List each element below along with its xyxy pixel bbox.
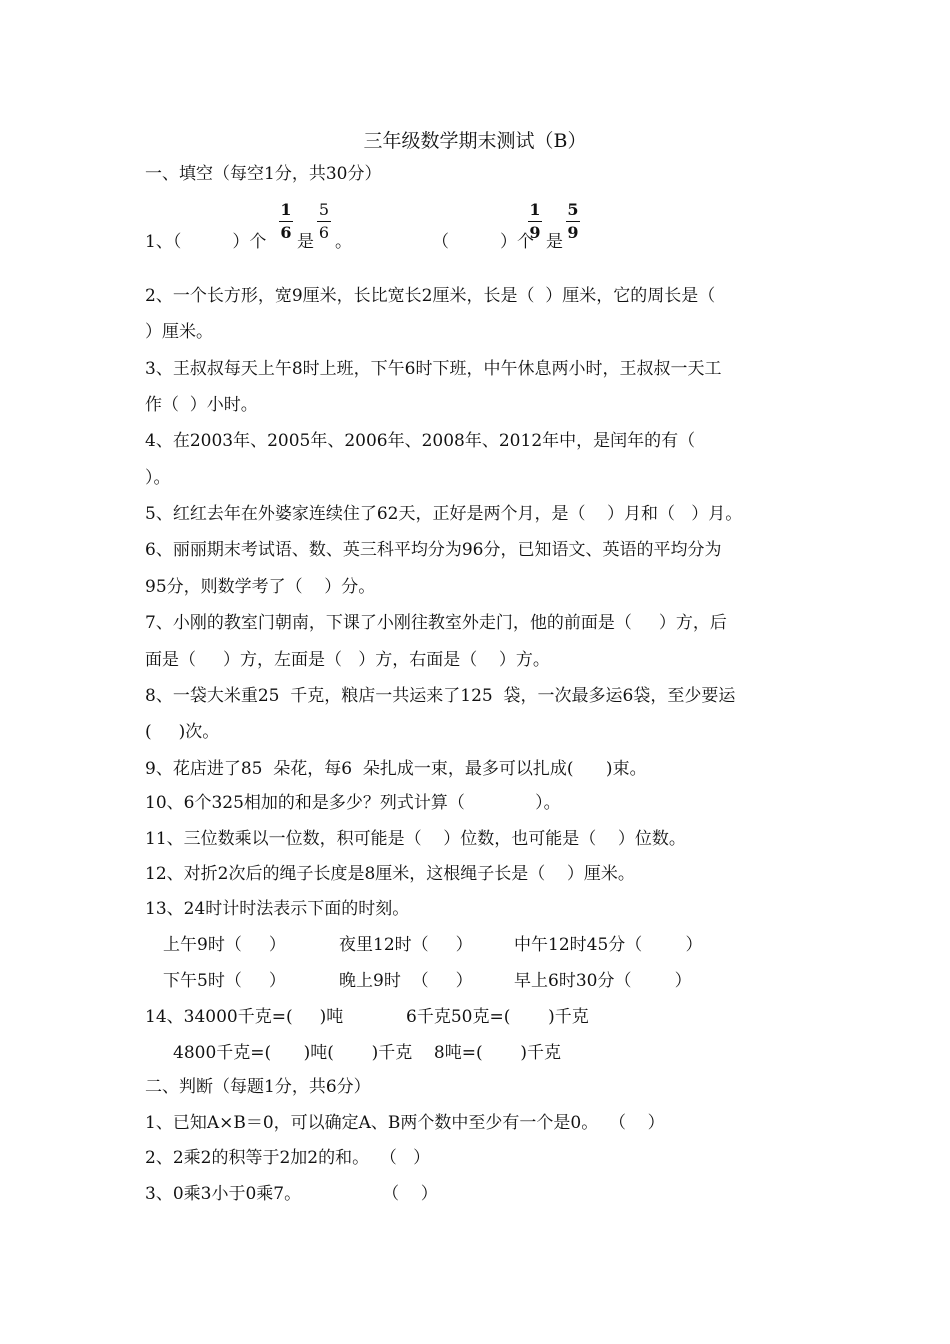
judgement-item: 1、已知A×B＝0，可以确定A、B两个数中至少有一个是0。 （ ） — [145, 1113, 665, 1133]
time-item: 夜里12时（ ） — [339, 935, 473, 955]
fraction-denominator: 6 — [318, 223, 330, 242]
question-line: 10、6个325相加的和是多少？列式计算（ ）。 — [145, 793, 561, 813]
question-line: 11、三位数乘以一位数，积可能是（ ）位数，也可能是（ ）位数。 — [145, 829, 686, 849]
question-line: 3、王叔叔每天上午8时上班，下午6时下班，中午休息两小时，王叔叔一天工 — [145, 359, 722, 379]
question-line: 5、红红去年在外婆家连续住了62天，正好是两个月，是（ ）月和（ ）月。 — [145, 504, 743, 524]
fraction-denominator: 6 — [280, 223, 292, 242]
fraction-five-ninths — [566, 201, 580, 242]
conversion-item: 4800千克=( )吨( )千克 8吨=( )千克 — [173, 1043, 562, 1063]
fraction-numerator: 5 — [318, 200, 330, 219]
question-line: 8、一袋大米重25 千克，粮店一共运来了125 袋，一次最多运6袋，至少要运 — [145, 686, 736, 706]
question-line: 12、对折2次后的绳子长度是8厘米，这根绳子长是（ ）厘米。 — [145, 864, 635, 884]
time-item: 中午12时45分（ ） — [514, 935, 703, 955]
fraction-numerator: 1 — [529, 200, 541, 219]
q1-mid-b: 是 — [546, 232, 563, 252]
time-item: 晚上9时 （ ） — [339, 971, 473, 991]
fraction-one-ninth — [528, 201, 542, 242]
question-line: ( )次。 — [145, 722, 220, 742]
judgement-item: 3、0乘3小于0乘7。 （ ） — [145, 1184, 438, 1204]
q1-mid-a: 是 — [297, 232, 314, 252]
question-line: 7、小刚的教室门朝南，下课了小刚往教室外走门，他的前面是（ ）方，后 — [145, 613, 727, 633]
q1-end-a: 。 — [335, 232, 352, 252]
fraction-numerator: 5 — [567, 200, 579, 219]
fraction-denominator: 9 — [567, 223, 579, 242]
question-line: ）。 — [145, 468, 171, 488]
fraction-one-sixth — [279, 201, 293, 242]
fraction-bar — [279, 221, 293, 222]
judgement-item: 2、2乘2的积等于2加2的和。 （ ） — [145, 1148, 431, 1168]
q1-prefix: 1、（ ）个 — [145, 232, 267, 252]
section-heading-fill-blank: 一、填空（每空1分，共30分） — [145, 164, 382, 184]
question-line: 9、花店进了85 朵花，每6 朵扎成一束，最多可以扎成( )束。 — [145, 759, 647, 779]
question-line: ）厘米。 — [145, 322, 213, 342]
conversion-item: 14、34000千克=( )吨 — [145, 1007, 344, 1027]
time-item: 早上6时30分（ ） — [514, 971, 692, 991]
fraction-numerator: 1 — [280, 200, 292, 219]
question-line: 6、丽丽期末考试语、数、英三科平均分为96分，已知语文、英语的平均分为 — [145, 540, 722, 560]
question-line: 13、24时计时法表示下面的时刻。 — [145, 899, 410, 919]
page-title: 三年级数学期末测试（B） — [363, 130, 587, 152]
section-heading-judgement: 二、判断（每题1分，共6分） — [145, 1077, 371, 1097]
question-line: 作（ ）小时。 — [145, 395, 258, 415]
question-line: 2、一个长方形，宽9厘米，长比宽长2厘米，长是（ ）厘米，它的周长是（ — [145, 286, 716, 306]
time-item: 上午9时（ ） — [163, 935, 286, 955]
question-line: 95分，则数学考了（ ）分。 — [145, 577, 376, 597]
question-line: 面是（ ）方，左面是（ ）方，右面是（ ）方。 — [145, 650, 550, 670]
question-line: 4、在2003年、2005年、2006年、2008年、2012年中，是闰年的有（ — [145, 431, 696, 451]
fraction-bar — [317, 221, 331, 222]
q1-prefix-b: （ ）个 — [432, 232, 534, 252]
fraction-bar — [566, 221, 580, 222]
fraction-bar — [528, 221, 542, 222]
time-item: 下午5时（ ） — [163, 971, 286, 991]
fraction-five-sixths — [317, 201, 331, 242]
conversion-item: 6千克50克=( )千克 — [406, 1007, 589, 1027]
fraction-denominator: 9 — [529, 223, 541, 242]
